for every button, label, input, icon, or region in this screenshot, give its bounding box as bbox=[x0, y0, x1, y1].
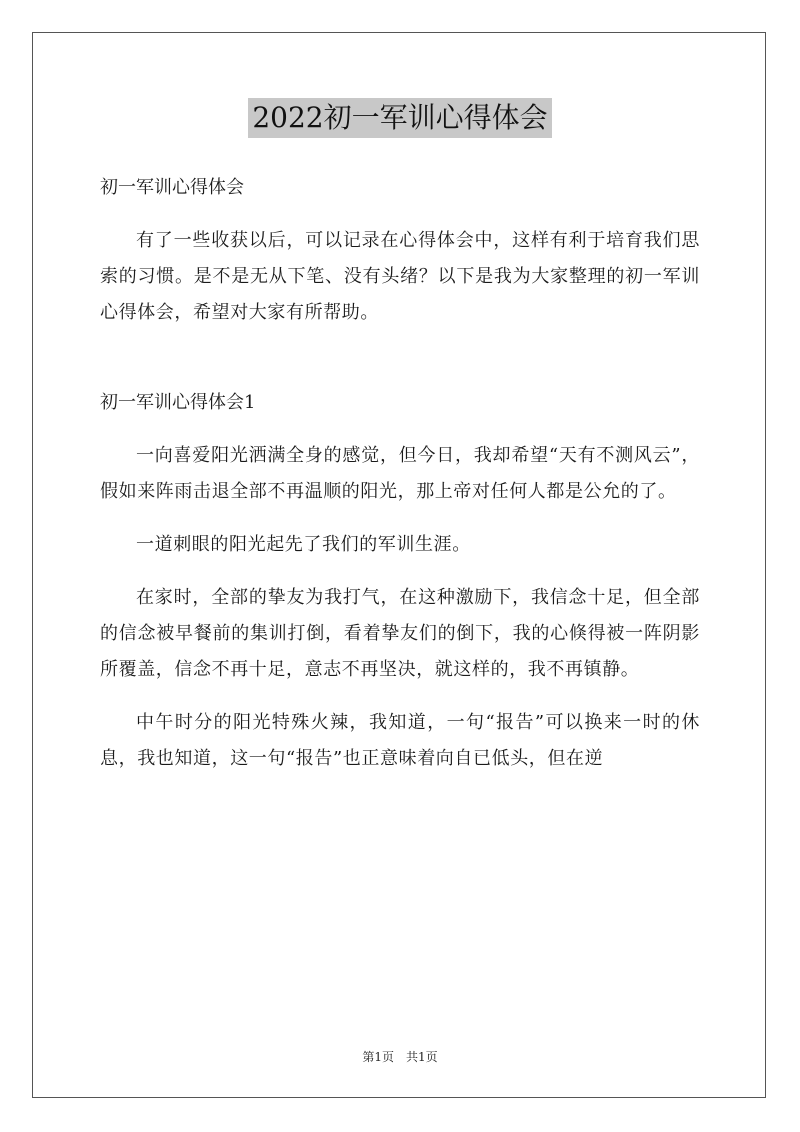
body-paragraph: 在家时，全部的挚友为我打气，在这种激励下，我信念十足，但全部的信念被早餐前的集训打倒，看着挚友们的倒下，我的心倏得被一阵阴影所覆盖，信念不再十足，意志不再坚决，就这样的，我不再镇静。 bbox=[100, 587, 700, 680]
spacer bbox=[100, 331, 700, 385]
document-body bbox=[100, 170, 700, 777]
spacer bbox=[100, 688, 700, 705]
spacer bbox=[100, 206, 700, 223]
document-title: 2022初一军训心得体会 bbox=[248, 98, 551, 138]
title-container bbox=[0, 98, 800, 138]
intro-heading: 初一军训心得体会 bbox=[100, 177, 244, 198]
body-paragraph: 一向喜爱阳光洒满全身的感觉，但今日，我却希望“天有不测风云”，假如来阵雨击退全部不再温顺的阳光，那上帝对任何人都是公允的了。 bbox=[100, 445, 700, 502]
spacer bbox=[100, 563, 700, 580]
intro-paragraph: 有了一些收获以后，可以记录在心得体会中，这样有利于培育我们思索的习惯。是不是无从下笔、没有头绪？以下是我为大家整理的初一军训心得体会，希望对大家有所帮助。 bbox=[100, 230, 700, 323]
body-paragraph: 一道刺眼的阳光起先了我们的军训生涯。 bbox=[136, 534, 471, 555]
spacer bbox=[100, 510, 700, 527]
spacer bbox=[100, 421, 700, 438]
page-footer: 第1页 共1页 bbox=[362, 1050, 438, 1064]
section-heading: 初一军训心得体会1 bbox=[100, 392, 256, 413]
body-paragraph: 中午时分的阳光特殊火辣，我知道，一句“报告”可以换来一时的休息，我也知道，这一句“报告”也正意味着向自已低头，但在逆 bbox=[100, 712, 700, 769]
